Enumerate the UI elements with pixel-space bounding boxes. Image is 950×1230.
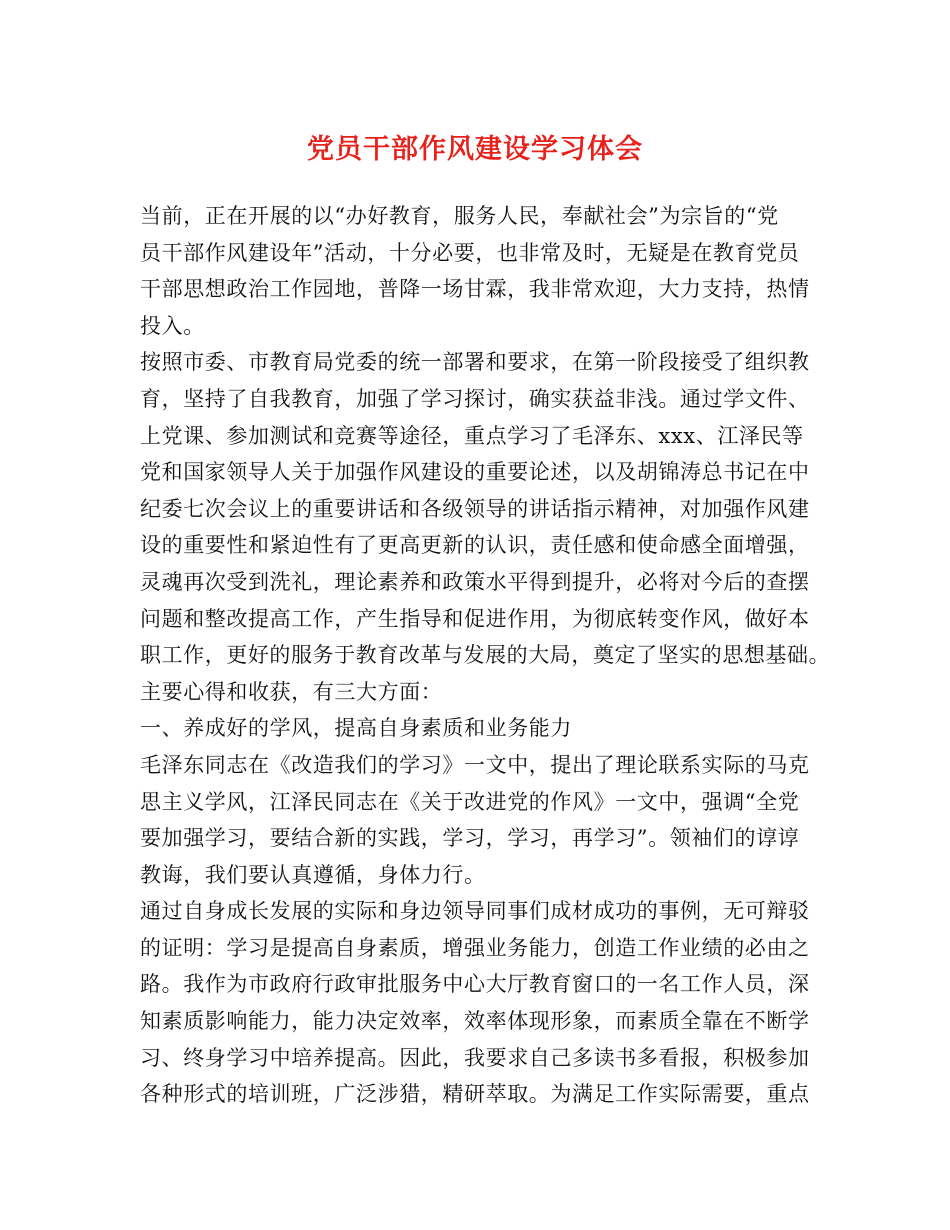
text-line: 毛泽东同志在《改造我们的学习》一文中，提出了理论联系实际的马克	[140, 752, 810, 777]
text-line: 员干部作风建设年”活动，十分必要，也非常及时，无疑是在教育党员	[140, 240, 800, 265]
text-line: 纪委七次会议上的重要讲话和各级领导的讲话指示精神，对加强作风建	[140, 496, 810, 521]
text-line: 主要心得和收获，有三大方面：	[140, 679, 443, 704]
text-line: 设的重要性和紧迫性有了更高更新的认识，责任感和使命感全面增强，	[140, 533, 810, 558]
text-line: 灵魂再次受到洗礼，理论素养和政策水平得到提升，必将对今后的查摆	[140, 569, 810, 594]
text-line: 育，坚持了自我教育，加强了学习探讨，确实获益非浅。通过学文件、	[140, 386, 810, 411]
text-line: 一、养成好的学风，提高自身素质和业务能力	[140, 716, 572, 741]
text-line: 要加强学习，要结合新的实践，学习，学习，再学习”。领袖们的谆谆	[140, 826, 800, 851]
text-line: 知素质影响能力，能力决定效率，效率体现形象，而素质全靠在不断学	[140, 1009, 810, 1034]
text-line: 的证明：学习是提高自身素质，增强业务能力，创造工作业绩的必由之	[140, 935, 810, 960]
text-line: 干部思想政治工作园地，普降一场甘霖，我非常欢迎，大力支持，热情	[140, 277, 810, 302]
text-line: 当前，正在开展的以“办好教育，服务人民，奉献社会”为宗旨的“党	[140, 204, 779, 228]
document-title: 党员干部作风建设学习体会	[307, 134, 643, 165]
text-line: 投入。	[140, 313, 205, 338]
text-line: 党和国家领导人关于加强作风建设的重要论述，以及胡锦涛总书记在中	[140, 460, 810, 485]
text-line: 习、终身学习中培养提高。因此，我要求自己多读书多看报，积极参加	[140, 1045, 810, 1070]
text-line: 教诲，我们要认真遵循，身体力行。	[140, 862, 486, 887]
document-body	[140, 198, 831, 1113]
text-line: 通过自身成长发展的实际和身边领导同事们成材成功的事例，无可辩驳	[140, 899, 810, 924]
text-line: 思主义学风，江泽民同志在《关于改进党的作风》一文中，强调“全党	[140, 789, 800, 814]
text-line: 各种形式的培训班，广泛涉猎，精研萃取。为满足工作实际需要，重点	[140, 1082, 810, 1107]
text-line: 按照市委、市教育局党委的统一部署和要求，在第一阶段接受了组织教	[140, 350, 810, 375]
text-line: 路。我作为市政府行政审批服务中心大厅教育窗口的一名工作人员，深	[140, 972, 810, 997]
text-line: 上党课、参加测试和竞赛等途径，重点学习了毛泽东、xxx、江泽民等	[140, 423, 804, 448]
text-line: 问题和整改提高工作，产生指导和促进作用，为彻底转变作风，做好本	[140, 606, 810, 631]
text-line: 职工作，更好的服务于教育改革与发展的大局，奠定了坚实的思想基础。	[140, 643, 831, 668]
